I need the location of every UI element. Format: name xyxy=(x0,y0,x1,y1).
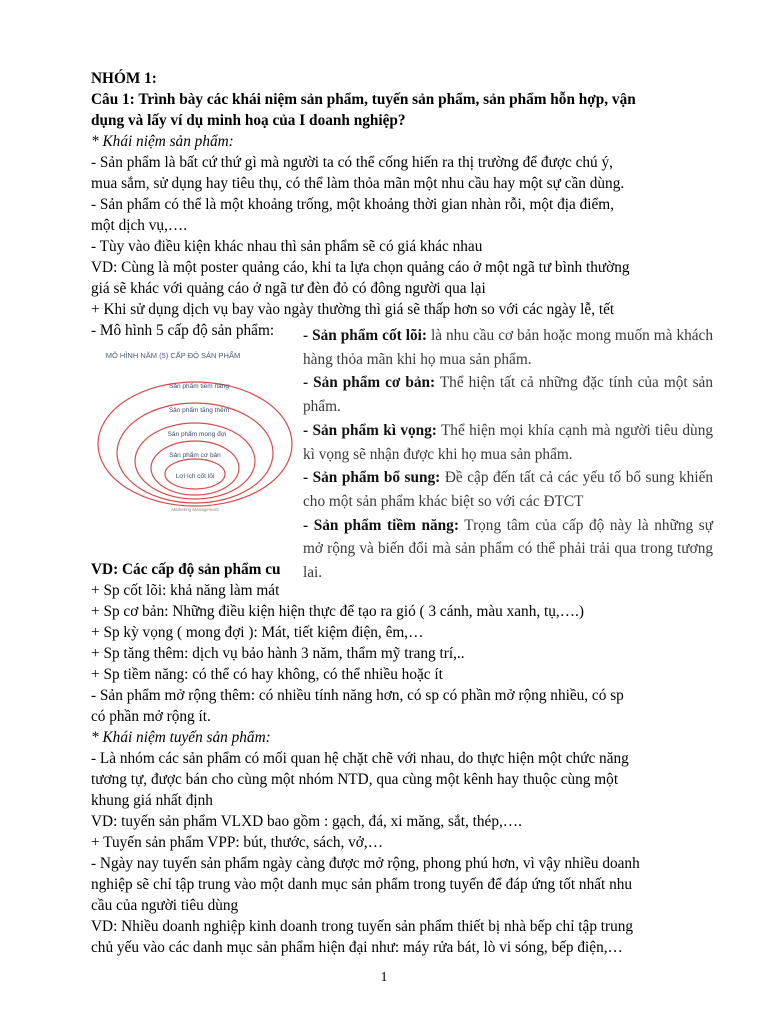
body-line: + Tuyến sản phẩm VPP: bút, thước, sách, vở,… xyxy=(91,834,384,851)
side-item xyxy=(303,514,713,585)
product-levels-textbox xyxy=(303,324,713,585)
body-line: - Ngày nay tuyến sản phẩm ngày càng được mở rộng, phong phú hơn, vì vậy nhiều doanh xyxy=(91,855,640,872)
diagram-ring-label: Sản phẩm tăng thêm xyxy=(168,407,230,414)
body-line: mua sắm, sử dụng hay tiêu thụ, có thể làm thỏa mãn một nhu cầu hay một sự cần dùng. xyxy=(91,175,625,192)
body-line: khung giá nhất định xyxy=(91,792,213,809)
body-line: + Sp kỳ vọng ( mong đợi ): Mát, tiết kiệm điện, êm,… xyxy=(91,624,424,641)
body-line: + Sp cơ bản: Những điều kiện hiện thực để tạo ra gió ( 3 cánh, màu xanh, tụ,….) xyxy=(91,603,584,620)
product-levels-diagram xyxy=(91,341,299,514)
body-line: + Khi sử dụng dịch vụ bay vào ngày thường thì giá sẽ thấp hơn so với các ngày lễ, tết xyxy=(91,301,615,318)
body-line: VD: Nhiều doanh nghiệp kinh doanh trong tuyến sản phẩm thiết bị nhà bếp chỉ tập trung xyxy=(91,918,634,935)
body-line: - Là nhóm các sản phẩm có mối quan hệ chặt chẽ với nhau, do thực hiện một chức năng xyxy=(91,750,629,767)
vd-heading: VD: Các cấp độ sản phẩm cu xyxy=(91,561,281,578)
body-line: chủ yếu vào các danh mục sản phẩm hiện đại như: máy rửa bát, lò vi sóng, bếp điện,… xyxy=(91,939,623,956)
diagram-ring-label: Sản phẩm cơ bản xyxy=(169,452,221,459)
side-item-label: - Sản phẩm cốt lõi: xyxy=(303,327,427,344)
concept-line-heading: * Khái niệm tuyến sản phẩm: xyxy=(91,729,271,746)
body-line: một dịch vụ,…. xyxy=(91,217,188,234)
body-line: VD: Cùng là một poster quảng cáo, khi ta lựa chọn quảng cáo ở một ngã tư bình thường xyxy=(91,259,630,276)
concept-product-heading: * Khái niệm sản phẩm: xyxy=(91,133,234,150)
body-line: + Sp tăng thêm: dịch vụ bảo hành 3 năm, thẩm mỹ trang trí,.. xyxy=(91,645,465,662)
side-item xyxy=(303,324,713,371)
side-item-text: Thể hiện tất cả những đặc tính của một sản phẩm. xyxy=(303,374,713,416)
side-item-label: - Sản phẩm tiềm năng: xyxy=(303,516,459,534)
side-item-text: Trọng tâm của cấp độ này là những sự mở rộng và biến đổi mà sản phẩm có thể phải trải qua trong tương lai. xyxy=(303,516,713,582)
side-item xyxy=(303,371,713,418)
body-line: cầu của người tiêu dùng xyxy=(91,897,239,914)
body-line: - Mô hình 5 cấp độ sản phẩm: xyxy=(91,322,275,339)
body-line: - Sản phẩm là bất cứ thứ gì mà người ta có thể cống hiến ra thị trường để được chú ý, xyxy=(91,154,613,171)
group-heading: NHÓM 1: xyxy=(91,70,157,87)
diagram-title: MÔ HÌNH NĂM (5) CẤP ĐỘ SẢN PHẨM xyxy=(105,351,241,360)
side-item xyxy=(303,466,713,513)
body-line: giá sẽ khác với quảng cáo ở ngã tư đèn đỏ có đông người qua lại xyxy=(91,280,486,297)
question-line-1: Câu 1: Trình bày các khái niệm sản phẩm, tuyến sản phẩm, sản phẩm hỗn hợp, vận xyxy=(91,91,636,108)
body-line: + Sp cốt lõi: khả năng làm mát xyxy=(91,582,280,599)
diagram-ring-label: Sản phẩm mong đợi xyxy=(167,431,227,438)
body-line: có phần mở rộng ít. xyxy=(91,708,211,725)
diagram-ring-label: Sản phẩm tiềm năng xyxy=(169,383,229,390)
body-line: - Sản phẩm mở rộng thêm: có nhiều tính năng hơn, có sp có phần mở rộng nhiều, có sp xyxy=(91,687,624,704)
question-line-2: dụng và lấy ví dụ minh hoạ của I doanh nghiệp? xyxy=(91,112,406,129)
side-item-text: Thể hiện mọi khía cạnh mà người tiêu dùng kì vọng sẽ nhận được khi họ mua sản phẩm. xyxy=(303,421,714,463)
diagram-footer: Marketing Management xyxy=(171,507,219,512)
body-line: - Sản phẩm có thể là một khoảng trống, một khoảng thời gian nhàn rỗi, một địa điểm, xyxy=(91,196,614,213)
side-item xyxy=(303,419,713,466)
side-item-text: Đề cập đến tất cả các yếu tố bổ sung khiến cho một sản phẩm khác biệt so với các ĐTCT xyxy=(303,469,714,510)
side-item-label: - Sản phẩm cơ bản: xyxy=(303,374,436,392)
body-line: VD: tuyến sản phẩm VLXD bao gồm : gạch, đá, xi măng, sắt, thép,…. xyxy=(91,813,522,830)
body-line: nghiệp sẽ chỉ tập trung vào một danh mục sản phẩm trong tuyến để đáp ứng tốt nhất nhu xyxy=(91,876,633,893)
side-item-label: - Sản phẩm bổ sung: xyxy=(303,469,441,487)
side-item-text: là nhu cầu cơ bản hoặc mong muốn mà khách hàng thỏa mãn khi họ mua sản phẩm. xyxy=(303,327,713,368)
body-line: tương tự, được bán cho cùng một nhóm NTD, qua cùng một kênh hay thuộc cùng một xyxy=(91,771,619,788)
body-line: + Sp tiềm năng: có thể có hay không, có thể nhiều hoặc ít xyxy=(91,666,443,683)
diagram-ring-label: Lợi ích cốt lõi xyxy=(175,473,215,480)
body-line: - Tùy vào điều kiện khác nhau thì sản phẩm sẽ có giá khác nhau xyxy=(91,238,483,255)
page-number: 1 xyxy=(380,970,388,985)
side-item-label: - Sản phẩm kì vọng: xyxy=(303,421,437,439)
